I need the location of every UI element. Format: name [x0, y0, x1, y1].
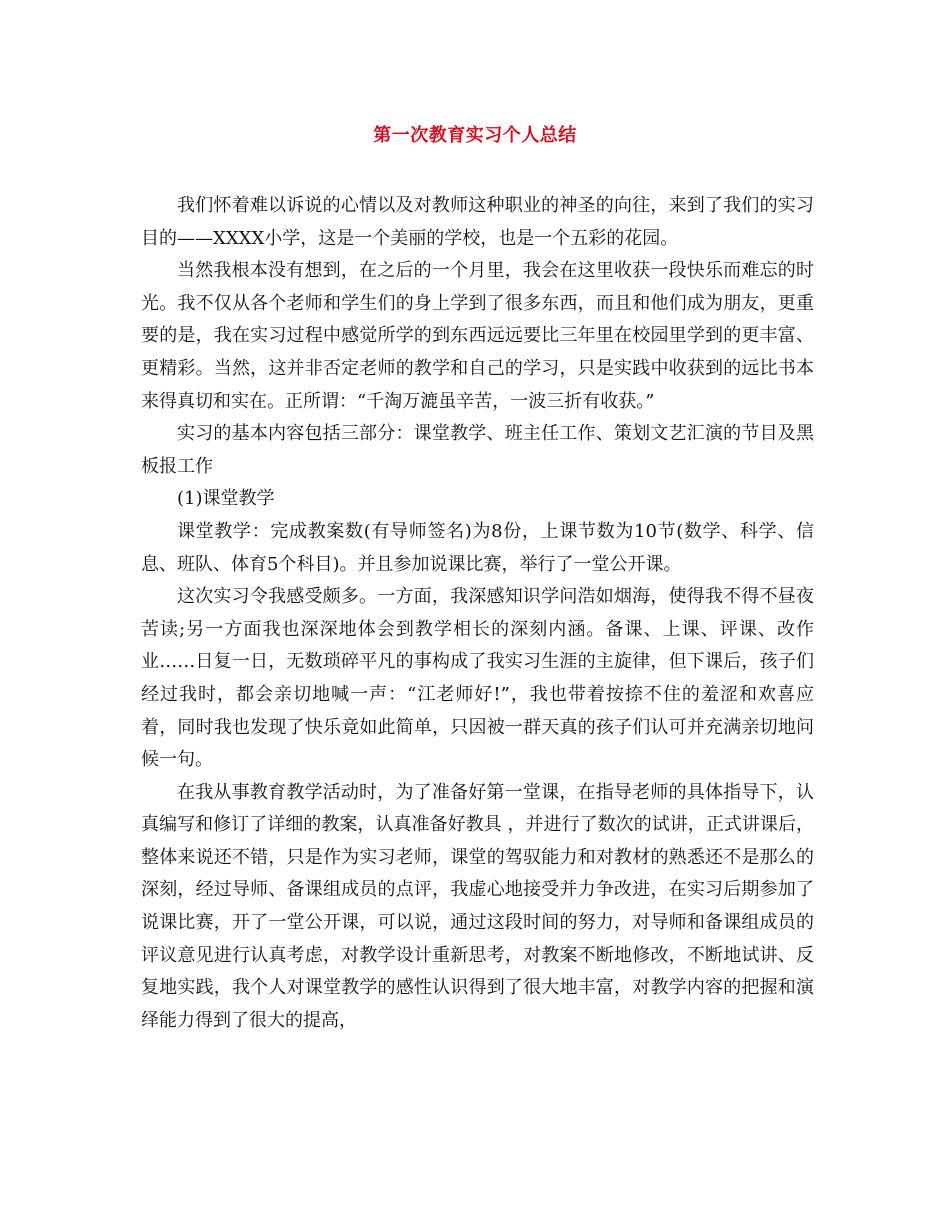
paragraph-3: 实习的基本内容包括三部分：课堂教学、班主任工作、策划文艺汇演的节目及黑板报工作: [141, 423, 814, 477]
paragraph-1: 我们怀着难以诉说的心情以及对教师这种职业的神圣的向往，来到了我们的实习目的——XXXX小学，这是一个美丽的学校，也是一个五彩的花园。: [141, 195, 814, 249]
paragraph-7: 在我从事教育教学活动时，为了准备好第一堂课，在指导老师的具体指导下，认真编写和修订了详细的教案，认真准备好教具 ，并进行了数次的试讲，正式讲课后，整体来说还不错，只是作为实习老师，课堂的驾驭能力和对教材的熟悉还不是那么的深刻，经过导师、备课组成员的点评，我虚心地接受并力争改进，在实习后期参加了说课比赛，开了一堂公开课，可以说，通过这段时间的努力，对导师和备课组成员的评议意见进行认真考虑，对教学设计重新思考，对教案不断地修改，不断地试讲、反复地实践，我个人对课堂教学的感性认识得到了很大地丰富，对教学内容的把握和演绎能力得到了很大的提高，: [141, 781, 814, 1031]
paragraph-6: 这次实习令我感受颇多。一方面，我深感知识学问浩如烟海，使得我不得不昼夜苦读;另一方面我也深深地体会到教学相长的深刻内涵。备课、上课、评课、改作业……日复一日，无数琐碎平凡的事构成了我实习生涯的主旋律，但下课后，孩子们经过我时，都会亲切地喊一声：“江老师好!”，我也带着按捺不住的羞涩和欢喜应着，同时我也发现了快乐竟如此简单，只因被一群天真的孩子们认可并充满亲切地问候一句。: [141, 586, 814, 771]
paragraph-2: 当然我根本没有想到，在之后的一个月里，我会在这里收获一段快乐而难忘的时光。我不仅从各个老师和学生们的身上学到了很多东西，而且和他们成为朋友，更重要的是，我在实习过程中感觉所学的到东西远远要比三年里在校园里学到的更丰富、更精彩。当然，这并非否定老师的教学和自己的学习，只是实践中收获到的远比书本来得真切和实在。正所谓：“千淘万漉虽辛苦，一波三折有收获。”: [141, 260, 814, 412]
paragraph-5: 课堂教学：完成教案数(有导师签名)为8份，上课节数为10节(数学、科学、信息、班队、体育5个科目)。并且参加说课比赛，举行了一堂公开课。: [141, 520, 814, 575]
document-title: 第一次教育实习个人总结: [373, 125, 577, 146]
document-body: [141, 190, 814, 1037]
section-heading-classroom-teaching: (1)课堂教学: [177, 488, 275, 510]
